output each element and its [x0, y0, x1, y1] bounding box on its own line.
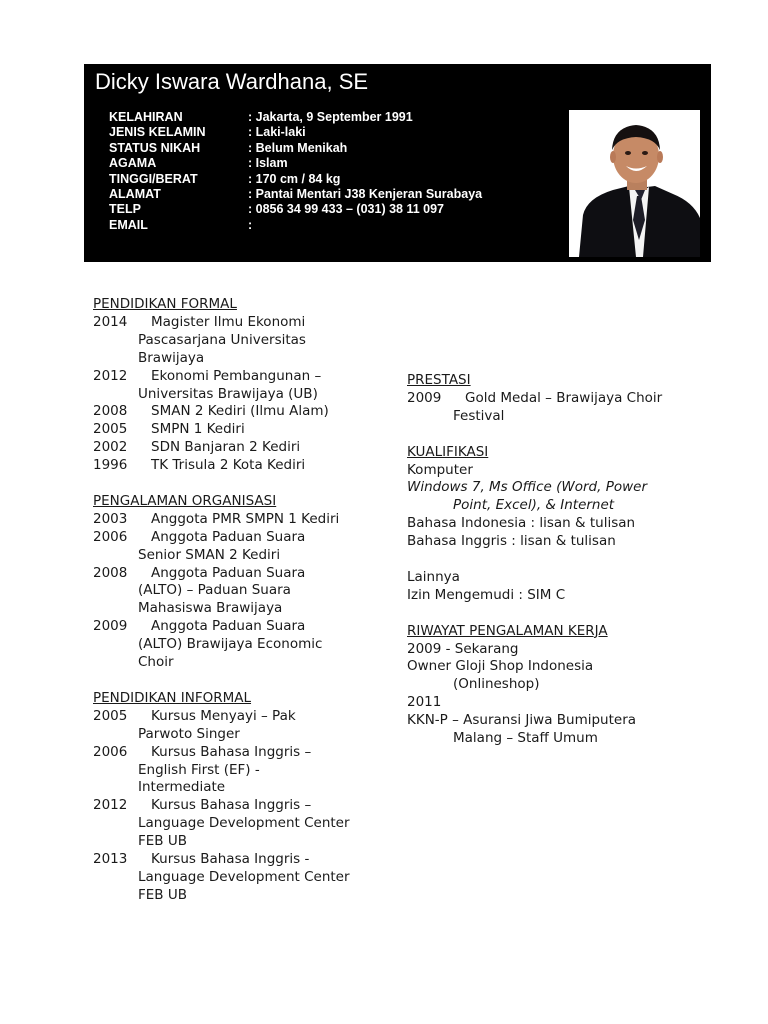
portrait-illustration: [569, 110, 700, 257]
info-label: TINGGI/BERAT: [109, 171, 198, 186]
language-skill: Bahasa Indonesia : lisan & tulisan: [407, 515, 636, 532]
info-row-kelahiran: [109, 110, 482, 125]
entry-year: 2012: [93, 367, 128, 384]
entry-year: 2009: [407, 389, 442, 406]
info-row-tinggi-berat: [109, 172, 482, 187]
profile-photo: [569, 110, 700, 257]
list-item: [93, 368, 383, 386]
prestasi-section: [407, 372, 707, 426]
info-label: KELAHIRAN: [109, 110, 183, 124]
entry-text: Magister Ilmu Ekonomi: [151, 313, 306, 330]
section-title: RIWAYAT PENGALAMAN KERJA: [407, 622, 608, 639]
entry-year: 2006: [93, 743, 128, 760]
entry-continuation: Parwoto Singer: [138, 725, 240, 742]
person-name: Dicky Iswara Wardhana, SE: [95, 69, 369, 94]
info-row-alamat: [109, 187, 482, 202]
info-label: AGAMA: [109, 156, 157, 171]
entry-text: Kursus Bahasa Inggris –: [151, 797, 312, 814]
entry-continuation: Language Development Center: [138, 815, 350, 832]
list-item: [93, 797, 383, 815]
info-value: : Islam: [248, 156, 288, 171]
entry-continuation: FEB UB: [138, 833, 187, 850]
list-item: [93, 708, 383, 726]
entry-text: SMAN 2 Kediri (Ilmu Alam): [151, 403, 329, 420]
section-title: PRESTASI: [407, 372, 471, 388]
entry-year: 2006: [93, 528, 128, 545]
list-item: [93, 511, 383, 529]
entry-continuation: Brawijaya: [138, 349, 205, 366]
entry-year: 2008: [93, 403, 128, 420]
list-item: [93, 744, 383, 762]
info-row-status-nikah: [109, 141, 482, 156]
section-title: KUALIFIKASI: [407, 443, 489, 460]
entry-year: 2012: [93, 797, 128, 814]
entry-continuation: Senior SMAN 2 Kediri: [138, 546, 281, 563]
entry-year: 2002: [93, 439, 128, 456]
entry-text: Kursus Bahasa Inggris –: [151, 743, 312, 760]
lainnya-value: Izin Mengemudi : SIM C: [407, 586, 566, 603]
info-value: : Laki-laki: [248, 125, 306, 140]
list-item: [93, 439, 383, 457]
info-value: : Jakarta, 9 September 1991: [248, 110, 413, 124]
entry-text: Ekonomi Pembangunan –: [151, 367, 322, 384]
info-row-agama: [109, 156, 482, 171]
job-title: Owner Gloji Shop Indonesia: [407, 658, 594, 675]
pendidikan-informal-section: [93, 690, 383, 905]
list-item: [93, 529, 383, 547]
entry-continuation: (ALTO) – Paduan Suara: [138, 582, 291, 599]
info-value: : 170 cm / 84 kg: [248, 171, 341, 186]
kualifikasi-section: [407, 444, 707, 605]
header-block: [84, 64, 711, 262]
lainnya-label: Lainnya: [407, 568, 460, 585]
entry-continuation: Mahasiswa Brawijaya: [138, 600, 283, 617]
info-row-telp: [109, 202, 482, 217]
right-column: [407, 372, 707, 766]
komputer-skills: Windows 7, Ms Office (Word, Power: [407, 479, 648, 496]
entry-continuation: (ALTO) Brawijaya Economic: [138, 636, 323, 653]
info-label: ALAMAT: [109, 186, 161, 201]
entry-continuation: Pascasarjana Universitas: [138, 331, 306, 348]
entry-text: SDN Banjaran 2 Kediri: [151, 439, 301, 456]
entry-continuation: Intermediate: [138, 779, 226, 796]
entry-year: 2014: [93, 313, 128, 330]
job-period: 2011: [407, 694, 442, 711]
list-item: [93, 457, 383, 475]
list-item: [93, 618, 383, 636]
entry-continuation: Language Development Center: [138, 868, 350, 885]
entry-text: Anggota Paduan Suara: [151, 564, 306, 581]
riwayat-section: [407, 623, 707, 748]
entry-year: 2003: [93, 510, 128, 527]
pengalaman-organisasi-section: [93, 493, 383, 672]
entry-text: Anggota Paduan Suara: [151, 618, 306, 635]
entry-year: 2013: [93, 851, 128, 868]
list-item: [93, 565, 383, 583]
section-title: PENDIDIKAN INFORMAL: [93, 689, 252, 706]
entry-text: Anggota PMR SMPN 1 Kediri: [151, 510, 340, 527]
entry-continuation: FEB UB: [138, 886, 187, 903]
job-period: 2009 - Sekarang: [407, 640, 519, 657]
info-value: : Pantai Mentari J38 Kenjeran Surabaya: [248, 186, 483, 201]
section-title: PENGALAMAN ORGANISASI: [93, 492, 277, 509]
list-item: [93, 421, 383, 439]
komputer-label: Komputer: [407, 461, 473, 478]
info-value: : 0856 34 99 433 – (031) 38 11 097: [248, 202, 444, 217]
info-value: :: [248, 217, 253, 232]
info-row-email: [109, 218, 482, 233]
personal-info-list: [109, 110, 482, 233]
info-label: JENIS KELAMIN: [109, 125, 206, 140]
entry-year: 1996: [93, 457, 128, 474]
list-item: [407, 390, 707, 408]
entry-continuation: Choir: [138, 654, 174, 671]
job-title-continuation: (Onlineshop): [453, 676, 540, 693]
job-title: KKN-P – Asuransi Jiwa Bumiputera: [407, 712, 637, 729]
entry-text: TK Trisula 2 Kota Kediri: [151, 457, 306, 474]
spacer: [407, 551, 707, 569]
entry-year: 2009: [93, 618, 128, 635]
info-row-jenis-kelamin: [109, 125, 482, 140]
list-item: [93, 851, 383, 869]
info-label: TELP: [109, 202, 141, 217]
entry-continuation: Festival: [453, 407, 505, 424]
entry-text: Anggota Paduan Suara: [151, 528, 306, 545]
job-title-continuation: Malang – Staff Umum: [453, 730, 598, 747]
info-label: STATUS NIKAH: [109, 140, 201, 155]
section-title: PENDIDIKAN FORMAL: [93, 296, 237, 312]
entry-year: 2005: [93, 707, 128, 724]
entry-text: Kursus Menyayi – Pak: [151, 707, 296, 724]
entry-year: 2008: [93, 564, 128, 581]
entry-year: 2005: [93, 421, 128, 438]
language-skill: Bahasa Inggris : lisan & tulisan: [407, 533, 616, 550]
entry-text: SMPN 1 Kediri: [151, 421, 245, 438]
list-item: [93, 403, 383, 421]
list-item: [93, 314, 383, 332]
komputer-skills-continuation: Point, Excel), & Internet: [453, 497, 615, 514]
pendidikan-formal-section: [93, 296, 383, 475]
info-value: : Belum Menikah: [248, 140, 348, 155]
entry-text: Gold Medal – Brawijaya Choir: [465, 389, 663, 406]
info-label: EMAIL: [109, 217, 148, 232]
entry-text: Kursus Bahasa Inggris -: [151, 851, 310, 868]
left-column: [93, 296, 383, 923]
entry-continuation: English First (EF) -: [138, 761, 260, 778]
entry-continuation: Universitas Brawijaya (UB): [138, 385, 318, 402]
